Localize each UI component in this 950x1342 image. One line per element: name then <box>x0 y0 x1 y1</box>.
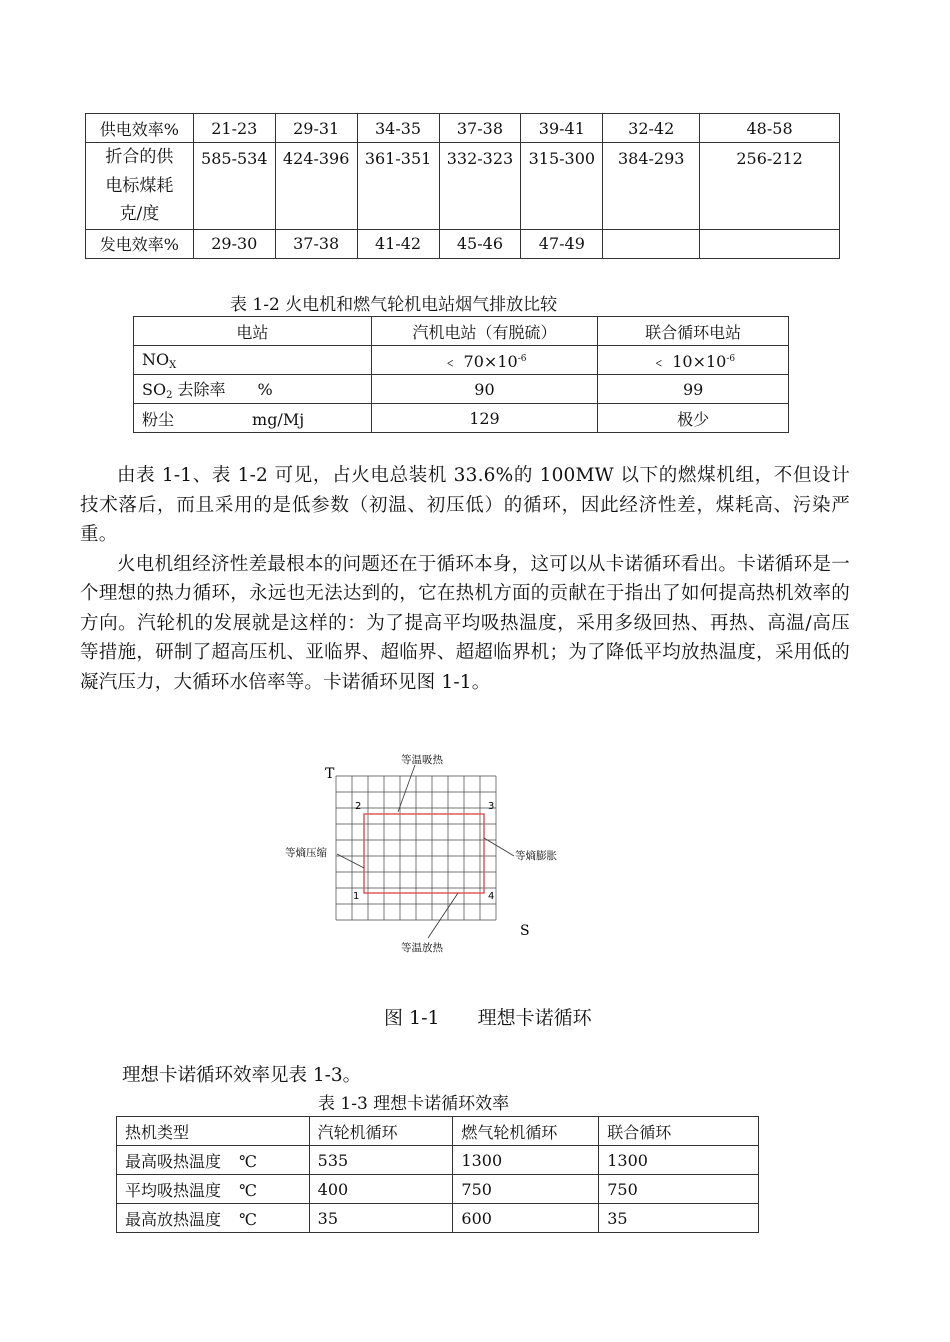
table-row <box>86 114 840 143</box>
table-efficiency-continued <box>85 113 840 259</box>
row-label <box>134 346 372 375</box>
table-cell: 90 <box>371 375 598 404</box>
grid <box>336 776 496 920</box>
row-label <box>117 1175 310 1204</box>
paragraph: 由表 1-1、表 1-2 可见，占火电总装机 33.6%的 100MW 以下的燃煤机组，不但设计技术落后，而且采用的是低参数（初温、初压低）的循环，因此经济性差，煤耗高、污染严重。 <box>80 465 850 545</box>
leader-line-top <box>398 765 415 812</box>
label-unit: % <box>257 380 273 399</box>
table-row <box>134 346 789 375</box>
label-text: NO <box>142 349 170 369</box>
table-2-caption: 表 1-2 火电机和燃气轮机电站烟气排放比较 <box>230 295 558 315</box>
table-cell: 750 <box>599 1175 759 1204</box>
leader-line-bottom <box>428 893 458 938</box>
table-row <box>86 229 840 258</box>
table-cell: 21-23 <box>193 114 275 143</box>
label-line: 折合的供 <box>105 147 174 167</box>
table-cell: 315-300 <box>521 143 603 230</box>
table-header-row <box>117 1117 759 1146</box>
table-row <box>117 1146 759 1175</box>
row-label <box>117 1204 310 1233</box>
table-row <box>134 375 789 404</box>
column-header: 联合循环 <box>599 1117 759 1146</box>
row-label <box>134 404 372 433</box>
table-cell: 129 <box>371 404 598 433</box>
corner-label-4: 4 <box>488 891 495 902</box>
row-label: 供电效率% <box>86 114 194 143</box>
label-unit: ℃ <box>239 1151 257 1171</box>
table-cell <box>700 229 840 258</box>
body-text <box>80 461 850 697</box>
table-row <box>117 1204 759 1233</box>
label-text: 粉尘 <box>142 409 175 429</box>
table-cell: 41-42 <box>357 229 439 258</box>
value-text: ﹤ 10×10 <box>651 351 727 371</box>
table-cell: 37-38 <box>439 114 521 143</box>
label-line: 电标煤耗 <box>105 175 174 196</box>
table-cell: 32-42 <box>603 114 700 143</box>
table-cell: 585-534 <box>193 143 275 230</box>
table-cell: 535 <box>309 1146 453 1175</box>
table-cell: 29-30 <box>193 229 275 258</box>
table-cell: 361-351 <box>357 143 439 230</box>
table-cell: 34-35 <box>357 114 439 143</box>
value-exponent: -6 <box>726 353 736 364</box>
column-header: 电站 <box>134 317 372 346</box>
label-subscript: 2 <box>166 390 173 401</box>
table-carnot-efficiency <box>116 1116 759 1233</box>
column-header: 燃气轮机循环 <box>453 1117 599 1146</box>
value-text: ﹤ 70×10 <box>442 351 518 371</box>
table-cell: 400 <box>309 1175 453 1204</box>
table-cell: 99 <box>598 375 789 404</box>
row-label: 发电效率% <box>86 229 194 258</box>
axis-label-t: T <box>325 766 335 782</box>
value-exponent: -6 <box>517 353 527 364</box>
table-cell: 256-212 <box>700 143 840 230</box>
table-cell: 极少 <box>598 404 789 433</box>
table-cell: 47-49 <box>521 229 603 258</box>
leader-line-right <box>484 838 514 856</box>
table-cell: 384-293 <box>603 143 700 230</box>
label-text: 平均吸热温度 <box>125 1180 222 1200</box>
table-3-intro: 理想卡诺循环效率见表 1-3。 <box>122 1065 362 1086</box>
row-label <box>134 375 372 404</box>
table-emissions <box>133 316 789 433</box>
corner-label-3: 3 <box>488 801 495 812</box>
table-header-row <box>134 317 789 346</box>
corner-label-2: 2 <box>355 801 362 812</box>
label-unit: ℃ <box>239 1180 257 1200</box>
table-row <box>86 143 840 230</box>
axis-label-s: S <box>520 923 530 939</box>
column-header: 汽轮机循环 <box>309 1117 453 1146</box>
table-cell: 1300 <box>453 1146 599 1175</box>
column-header: 汽机电站（有脱硫） <box>371 317 598 346</box>
label-isothermal-absorb: 等温吸热 <box>401 754 443 766</box>
figure-caption: 图 1-1 理想卡诺循环 <box>384 1007 592 1029</box>
table-row <box>134 404 789 433</box>
table-cell: 1300 <box>599 1146 759 1175</box>
table-cell: 48-58 <box>700 114 840 143</box>
label-text: SO <box>142 380 167 399</box>
column-header: 热机类型 <box>117 1117 310 1146</box>
table-cell: 750 <box>453 1175 599 1204</box>
label-isentropic-expand: 等熵膨胀 <box>515 850 557 862</box>
label-isentropic-compress: 等熵压缩 <box>285 847 327 859</box>
row-label <box>117 1146 310 1175</box>
table-3-caption: 表 1-3 理想卡诺循环效率 <box>318 1094 510 1114</box>
table-cell: 332-323 <box>439 143 521 230</box>
table-cell: 424-396 <box>275 143 357 230</box>
table-cell <box>603 229 700 258</box>
table-cell: 35 <box>599 1204 759 1233</box>
table-cell: 600 <box>453 1204 599 1233</box>
label-text: 去除率 <box>172 380 226 399</box>
table-cell: 35 <box>309 1204 453 1233</box>
label-subscript: X <box>169 359 177 371</box>
table-cell <box>598 346 789 375</box>
label-unit: ℃ <box>239 1209 257 1229</box>
column-header: 联合循环电站 <box>598 317 789 346</box>
label-line: 克/度 <box>119 204 160 224</box>
table-row <box>117 1175 759 1204</box>
table-cell: 29-31 <box>275 114 357 143</box>
row-label <box>86 143 194 230</box>
label-isothermal-reject: 等温放热 <box>401 942 443 954</box>
label-text: 最高吸热温度 <box>125 1151 222 1171</box>
carnot-cycle-figure <box>280 748 557 958</box>
table-cell: 39-41 <box>521 114 603 143</box>
table-cell: 37-38 <box>275 229 357 258</box>
label-unit: mg/Mj <box>252 409 305 429</box>
table-cell: 45-46 <box>439 229 521 258</box>
label-text: 最高放热温度 <box>125 1209 222 1229</box>
cycle-rectangle <box>364 814 484 893</box>
corner-label-1: 1 <box>353 891 360 902</box>
paragraph: 火电机组经济性差最根本的问题还在于循环本身，这可以从卡诺循环看出。卡诺循环是一个理想的热力循环，永远也无法达到的，它在热机方面的贡献在于指出了如何提高热机效率的方向。汽轮机的发展就是这样的：为了提高平均吸热温度，采用多级回热、再热、高温/高压等措施，研制了超高压机、亚临界、超临界、超超临界机；为了降低平均放热温度，采用低的凝汽压力，大循环水倍率等。卡诺循环见图 1-1。 <box>80 553 850 693</box>
table-cell <box>371 346 598 375</box>
